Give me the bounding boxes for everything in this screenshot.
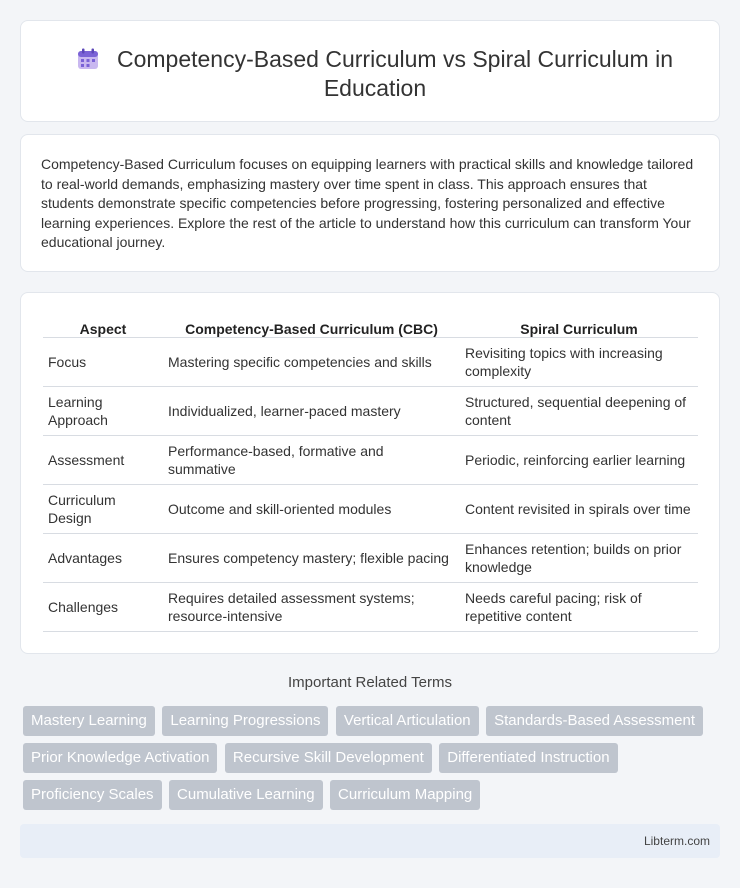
- cell-cbc: Individualized, learner-paced mastery: [163, 386, 460, 435]
- cell-spiral: Structured, sequential deepening of content: [460, 386, 698, 435]
- calendar-icon: [77, 48, 99, 70]
- cell-cbc: Ensures competency mastery; flexible pacing: [163, 533, 460, 582]
- term-tag[interactable]: Learning Progressions: [162, 706, 328, 736]
- footer: [20, 824, 720, 858]
- term-tag[interactable]: Mastery Learning: [23, 706, 155, 736]
- term-tag[interactable]: Vertical Articulation: [336, 706, 479, 736]
- comparison-card: [20, 292, 720, 654]
- cell-spiral: Content revisited in spirals over time: [460, 484, 698, 533]
- header-spiral: Spiral Curriculum: [460, 313, 698, 337]
- comparison-table: [43, 313, 698, 632]
- footer-brand[interactable]: Libterm.com: [643, 834, 710, 848]
- term-tag[interactable]: Curriculum Mapping: [330, 780, 480, 810]
- table-row: [43, 533, 698, 582]
- cell-aspect: Curriculum Design: [43, 484, 163, 533]
- page-title-wrap: [61, 45, 689, 103]
- cell-aspect: Assessment: [43, 435, 163, 484]
- cell-cbc: Mastering specific competencies and skills: [163, 337, 460, 386]
- related-terms-list: [23, 706, 723, 817]
- cell-aspect: Learning Approach: [43, 386, 163, 435]
- header-aspect: Aspect: [43, 313, 163, 337]
- table-row: [43, 386, 698, 435]
- cell-cbc: Performance-based, formative and summative: [163, 435, 460, 484]
- cell-spiral: Enhances retention; builds on prior knowledge: [460, 533, 698, 582]
- header-cbc: Competency-Based Curriculum (CBC): [163, 313, 460, 337]
- term-tag[interactable]: Cumulative Learning: [169, 780, 323, 810]
- cell-aspect: Advantages: [43, 533, 163, 582]
- related-terms-title: Important Related Terms: [288, 674, 452, 691]
- table-row: [43, 484, 698, 533]
- cell-cbc: Requires detailed assessment systems; resource-intensive: [163, 582, 460, 631]
- cell-spiral: Needs careful pacing; risk of repetitive content: [460, 582, 698, 631]
- title-card: [20, 20, 720, 122]
- cell-aspect: Challenges: [43, 582, 163, 631]
- term-tag[interactable]: Standards-Based Assessment: [486, 706, 703, 736]
- table-row: [43, 435, 698, 484]
- intro-card: [20, 134, 720, 272]
- term-tag[interactable]: Prior Knowledge Activation: [23, 743, 217, 773]
- page-title: Competency-Based Curriculum vs Spiral Curriculum in Education: [116, 46, 673, 101]
- term-tag[interactable]: Recursive Skill Development: [225, 743, 432, 773]
- intro-paragraph: Competency-Based Curriculum focuses on equipping learners with practical skills and knowledge tailored to real-world demands, emphasizing mastery over time spent in class. This approach ensures that students demonstrate specific competencies before progressing, fostering personalized and effective learning experiences. Explore the rest of the article to understand how this curriculum can transform Your educational journey.: [41, 156, 694, 251]
- cell-cbc: Outcome and skill-oriented modules: [163, 484, 460, 533]
- term-tag[interactable]: Proficiency Scales: [23, 780, 162, 810]
- cell-spiral: Periodic, reinforcing earlier learning: [460, 435, 698, 484]
- cell-spiral: Revisiting topics with increasing complexity: [460, 337, 698, 386]
- table-row: [43, 582, 698, 631]
- cell-aspect: Focus: [43, 337, 163, 386]
- term-tag[interactable]: Differentiated Instruction: [439, 743, 617, 773]
- table-header-row: [43, 313, 698, 337]
- table-row: [43, 337, 698, 386]
